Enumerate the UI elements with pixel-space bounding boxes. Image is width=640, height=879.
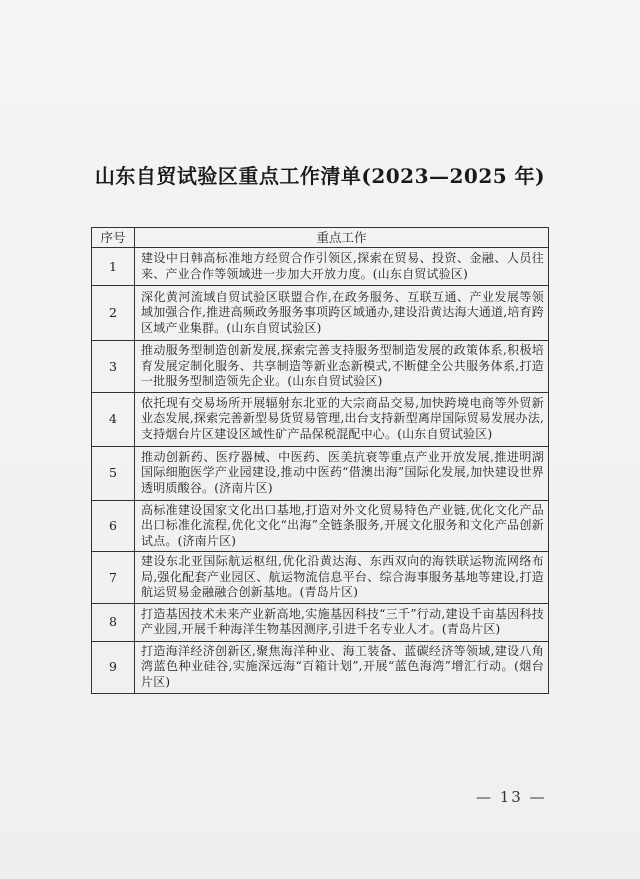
header-serial-number: 序号 — [92, 228, 135, 248]
table-row — [92, 248, 549, 286]
row-number: 6 — [92, 500, 135, 552]
row-number: 4 — [92, 392, 135, 446]
table-row — [92, 392, 549, 446]
table-header-row — [92, 228, 549, 248]
row-content: 建设中日韩高标准地方经贸合作引领区,探索在贸易、投资、金融、人员往来、产业合作等领域进一步加大开放力度。(山东自贸试验区) — [135, 248, 549, 286]
table-row — [92, 341, 549, 393]
row-number: 9 — [92, 641, 135, 693]
row-content: 打造海洋经济创新区,聚焦海洋种业、海工装备、蓝碳经济等领域,建设八角湾蓝色种业硅谷,实施深远海“百箱计划”,开展“蓝色海湾”增汇行动。(烟台片区) — [135, 641, 549, 693]
row-content: 建设东北亚国际航运枢纽,优化沿黄达海、东西双向的海铁联运物流网络布局,强化配套产业园区、航运物流信息平台、综合海事服务基地等建设,打造航运贸易金融融合创新基地。(青岛片区) — [135, 552, 549, 604]
row-number: 7 — [92, 552, 135, 604]
page-number: — 13 — — [476, 788, 547, 806]
row-content: 推动创新药、医疗器械、中医药、医美抗衰等重点产业开放发展,推进明湖国际细胞医学产业园建设,推动中医药“借澳出海”国际化发展,加快建设世界透明质酸谷。(济南片区) — [135, 446, 549, 500]
row-content: 依托现有交易场所开展辐射东北亚的大宗商品交易,加快跨境电商等外贸新业态发展,探索完善新型易货贸易管理,出台支持新型离岸国际贸易发展办法,支持烟台片区建设区域性矿产品保税混配中心。(山东自贸试验区) — [135, 392, 549, 446]
key-work-table — [91, 227, 549, 694]
table-row — [92, 500, 549, 552]
table-row — [92, 552, 549, 604]
table-row — [92, 641, 549, 693]
row-content: 高标准建设国家文化出口基地,打造对外文化贸易特色产业链,优化文化产品出口标准化流程,优化文化“出海”全链条服务,开展文化服务和文化产品创新试点。(济南片区) — [135, 500, 549, 552]
row-content: 推动服务型制造创新发展,探索完善支持服务型制造发展的政策体系,积极培育发展定制化服务、共享制造等新业态新模式,不断健全公共服务体系,打造一批服务型制造领先企业。(山东自贸试验区) — [135, 341, 549, 393]
row-content: 打造基因技术未来产业新高地,实施基因科技“三千”行动,建设千亩基因科技产业园,开展千种海洋生物基因测序,引进千名专业人才。(青岛片区) — [135, 603, 549, 641]
row-number: 3 — [92, 341, 135, 393]
row-number: 1 — [92, 248, 135, 286]
table-row — [92, 286, 549, 341]
row-content: 深化黄河流域自贸试验区联盟合作,在政务服务、互联互通、产业发展等领域加强合作,推进高频政务服务事项跨区域通办,建设沿黄达海大通道,培育跨区域产业集群。(山东自贸试验区) — [135, 286, 549, 341]
row-number: 2 — [92, 286, 135, 341]
document-title: 山东自贸试验区重点工作清单(2023—2025 年) — [94, 164, 546, 188]
header-key-work: 重点工作 — [135, 228, 549, 248]
row-number: 8 — [92, 603, 135, 641]
row-number: 5 — [92, 446, 135, 500]
table-row — [92, 603, 549, 641]
table-row — [92, 446, 549, 500]
